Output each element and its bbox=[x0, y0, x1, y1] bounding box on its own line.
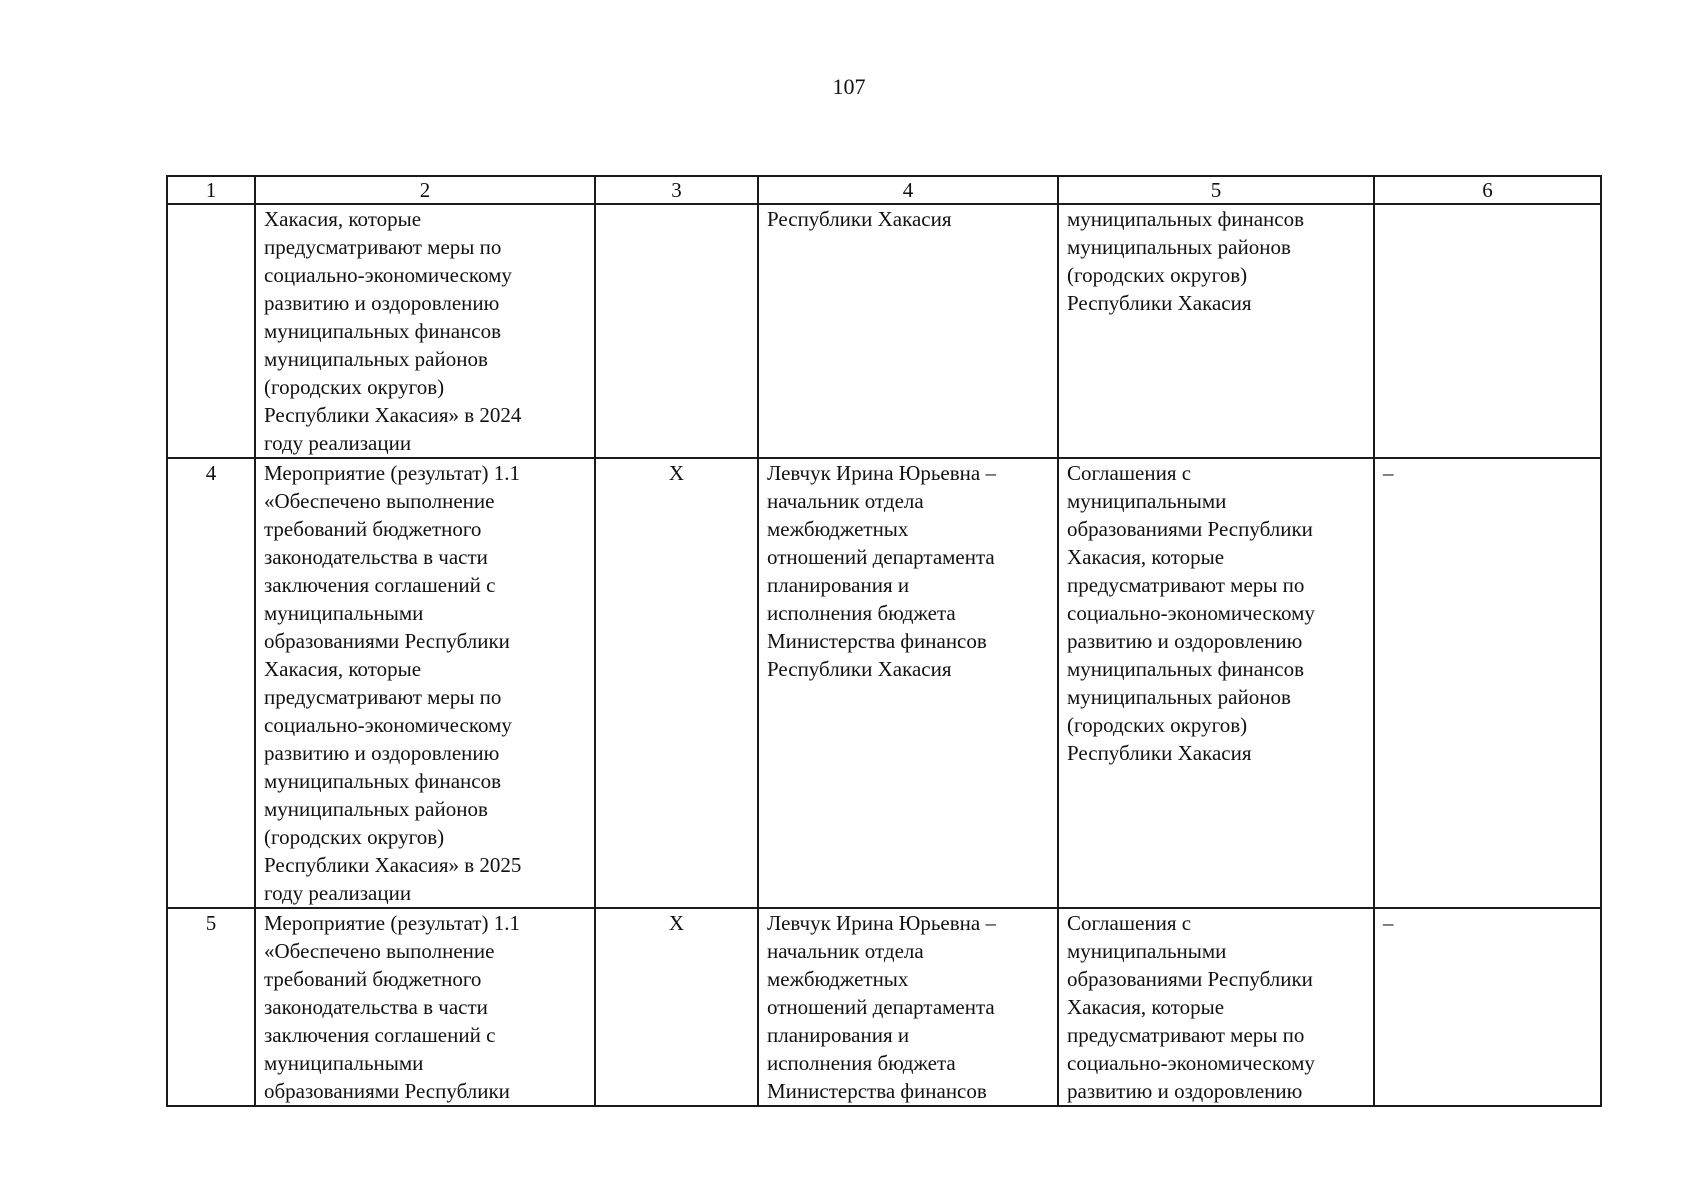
column-3-cell: X bbox=[595, 458, 758, 908]
result-cell: Соглашения с муниципальными образованиями Республики Хакасия, которые предусматривают меры по социально-экономическому развитию и оздоровлению муниципальных финансов муниципальных районов (городских округов) Республики Хакасия bbox=[1058, 458, 1374, 908]
row-number-cell bbox=[167, 204, 255, 458]
column-header-5: 5 bbox=[1058, 176, 1374, 204]
column-header-1: 1 bbox=[167, 176, 255, 204]
result-cell: муниципальных финансов муниципальных районов (городских округов) Республики Хакасия bbox=[1058, 204, 1374, 458]
column-6-cell: – bbox=[1374, 458, 1601, 908]
document-table bbox=[166, 175, 1602, 1107]
table-row bbox=[167, 458, 1601, 908]
column-6-cell bbox=[1374, 204, 1601, 458]
column-header-4: 4 bbox=[758, 176, 1058, 204]
column-header-3: 3 bbox=[595, 176, 758, 204]
description-cell: Мероприятие (результат) 1.1 «Обеспечено выполнение требований бюджетного законодательства в части заключения соглашений с муниципальными образованиями Республики Хакасия, которые предусматривают меры по социально-экономическому развитию и оздоровлению муниципальных финансов муниципальных районов (городских округов) Республики Хакасия» в 2025 году реализации bbox=[255, 458, 595, 908]
column-3-cell: X bbox=[595, 908, 758, 1106]
column-3-cell bbox=[595, 204, 758, 458]
responsible-cell: Левчук Ирина Юрьевна – начальник отдела межбюджетных отношений департамента планирования и исполнения бюджета Министерства финансов bbox=[758, 908, 1058, 1106]
description-cell: Мероприятие (результат) 1.1 «Обеспечено выполнение требований бюджетного законодательства в части заключения соглашений с муниципальными образованиями Республики bbox=[255, 908, 595, 1106]
table-row bbox=[167, 204, 1601, 458]
page-number: 107 bbox=[832, 74, 866, 99]
description-cell: Хакасия, которые предусматривают меры по социально-экономическому развитию и оздоровлению муниципальных финансов муниципальных районов (городских округов) Республики Хакасия» в 2024 году реализации bbox=[255, 204, 595, 458]
table-row bbox=[167, 908, 1601, 1106]
row-number-cell: 4 bbox=[167, 458, 255, 908]
column-header-6: 6 bbox=[1374, 176, 1601, 204]
result-cell: Соглашения с муниципальными образованиями Республики Хакасия, которые предусматривают меры по социально-экономическому развитию и оздоровлению bbox=[1058, 908, 1374, 1106]
table-header-row bbox=[167, 176, 1601, 204]
column-header-2: 2 bbox=[255, 176, 595, 204]
row-number-cell: 5 bbox=[167, 908, 255, 1106]
column-6-cell: – bbox=[1374, 908, 1601, 1106]
responsible-cell: Левчук Ирина Юрьевна – начальник отдела межбюджетных отношений департамента планирования и исполнения бюджета Министерства финансов Республики Хакасия bbox=[758, 458, 1058, 908]
responsible-cell: Республики Хакасия bbox=[758, 204, 1058, 458]
